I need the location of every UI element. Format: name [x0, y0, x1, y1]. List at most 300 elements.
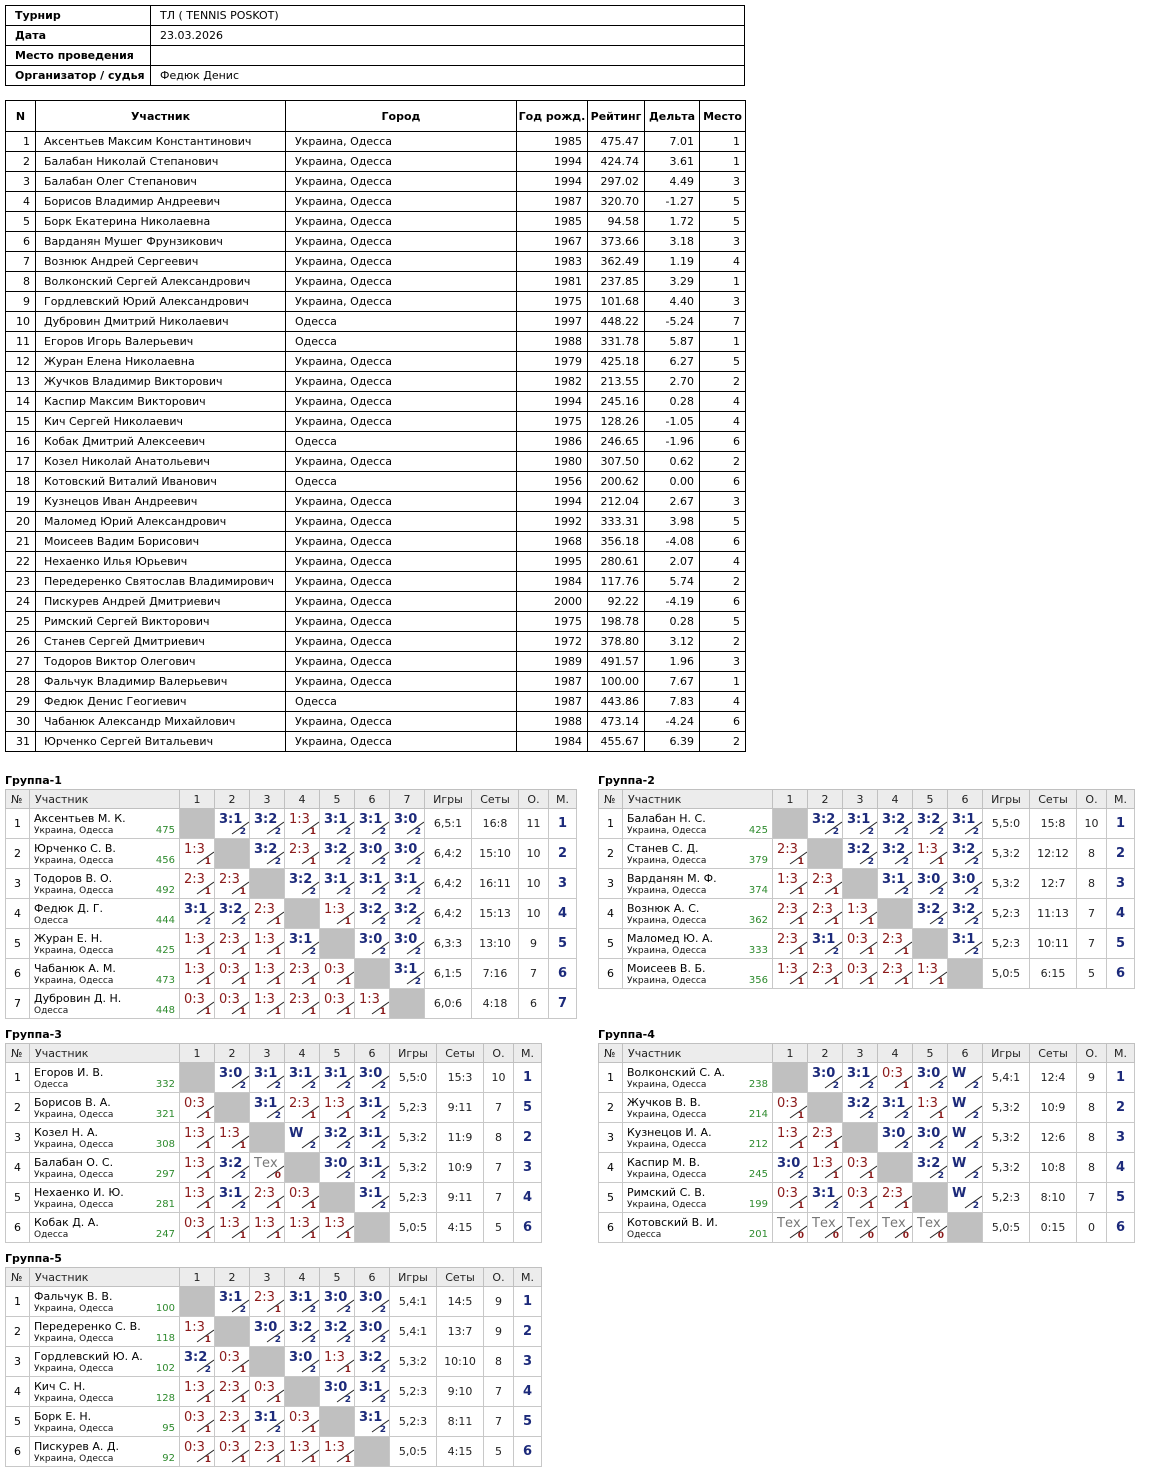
player-games: 5,4:1	[390, 1287, 437, 1317]
participant-city: Украина, Одесса	[286, 172, 517, 192]
participant-row	[6, 372, 746, 392]
player-sets: 11:13	[1030, 899, 1077, 929]
player-name: Дубровин Д. Н.	[34, 992, 122, 1005]
player-name: Борисов В. А.	[34, 1096, 111, 1109]
match-points: 1	[867, 917, 874, 927]
player-number: 6	[599, 1213, 623, 1243]
match-result-cell	[843, 1213, 878, 1243]
header-opponent-5: 5	[320, 1268, 355, 1287]
player-cell	[30, 1213, 180, 1243]
match-points: 1	[274, 1201, 281, 1211]
player-cell	[623, 1123, 773, 1153]
match-score: 3:1	[812, 1186, 836, 1201]
player-place: 6	[514, 1437, 542, 1467]
match-score: 1:3	[324, 1350, 345, 1365]
match-points: 1	[204, 1171, 211, 1181]
participant-rating: 198.78	[588, 612, 645, 632]
match-result-cell	[215, 959, 250, 989]
group-player-row	[6, 869, 577, 899]
match-points: 1	[309, 1231, 316, 1241]
match-result-cell	[355, 1347, 390, 1377]
match-result-cell	[913, 1063, 948, 1093]
header-opponent-3: 3	[843, 1044, 878, 1063]
participant-city: Украина, Одесса	[286, 372, 517, 392]
player-place: 7	[549, 989, 577, 1019]
player-number: 3	[599, 869, 623, 899]
player-cell	[30, 809, 180, 839]
header-opponent-3: 3	[250, 1268, 285, 1287]
player-name: Римский С. В.	[627, 1186, 706, 1199]
match-result-cell	[285, 989, 320, 1019]
header-opponent-3: 3	[843, 790, 878, 809]
header-no: №	[599, 790, 623, 809]
group-player-row	[6, 959, 577, 989]
participant-delta: -4.19	[645, 592, 700, 612]
match-points: 2	[274, 827, 281, 837]
match-points: 2	[379, 947, 386, 957]
participant-place: 5	[700, 612, 746, 632]
participant-place: 4	[700, 412, 746, 432]
participant-row	[6, 292, 746, 312]
match-points: 1	[204, 1007, 211, 1017]
group-table	[598, 789, 1135, 989]
match-points: 2	[379, 917, 386, 927]
player-games: 5,2:3	[983, 929, 1030, 959]
match-score: 3:1	[359, 1096, 383, 1111]
participant-city: Украина, Одесса	[286, 352, 517, 372]
player-name: Фальчук В. В.	[34, 1290, 113, 1303]
participant-row	[6, 172, 746, 192]
match-score: 3:1	[359, 1410, 383, 1425]
header-opponent-2: 2	[215, 1268, 250, 1287]
player-points: 7	[1077, 899, 1107, 929]
match-score: 3:1	[289, 1066, 313, 1081]
match-score: 1:3	[184, 1126, 205, 1141]
participant-city: Украина, Одесса	[286, 572, 517, 592]
participant-name: Маломед Юрий Александрович	[36, 512, 286, 532]
player-points: 10	[519, 839, 549, 869]
participant-delta: -1.96	[645, 432, 700, 452]
player-points: 10	[484, 1063, 514, 1093]
match-score: 3:1	[359, 1126, 383, 1141]
match-points: 1	[344, 977, 351, 987]
player-cell	[623, 899, 773, 929]
participant-rating: 245.16	[588, 392, 645, 412]
match-result-cell	[355, 1317, 390, 1347]
match-result-cell	[285, 959, 320, 989]
player-city: Украина, Одесса	[34, 1140, 114, 1150]
player-number: 4	[6, 1377, 30, 1407]
participant-rating: 128.26	[588, 412, 645, 432]
participant-delta: 4.40	[645, 292, 700, 312]
participant-number: 8	[6, 272, 36, 292]
participant-birth-year: 1967	[517, 232, 588, 252]
participant-row	[6, 192, 746, 212]
participant-rating: 378.80	[588, 632, 645, 652]
match-result-cell	[285, 839, 320, 869]
match-points: 2	[344, 827, 351, 837]
match-result-cell	[773, 959, 808, 989]
participant-row	[6, 452, 746, 472]
match-points: 0	[902, 1231, 909, 1241]
match-score: 2:3	[219, 872, 240, 887]
participant-place: 2	[700, 732, 746, 752]
match-points: 1	[797, 947, 804, 957]
match-score: 0:3	[847, 1156, 868, 1171]
header-opponent-2: 2	[808, 1044, 843, 1063]
header-sets: Сеты	[1030, 790, 1077, 809]
match-score: 3:0	[324, 1380, 348, 1395]
match-score: 1:3	[324, 1440, 345, 1455]
info-label: Место проведения	[6, 46, 151, 66]
match-score: 3:1	[324, 872, 348, 887]
player-city: Одесса	[34, 1006, 69, 1016]
participant-name: Римский Сергей Викторович	[36, 612, 286, 632]
group-player-row	[6, 899, 577, 929]
match-score: 3:1	[394, 872, 418, 887]
participant-birth-year: 1988	[517, 332, 588, 352]
match-result-cell	[878, 959, 913, 989]
player-number: 5	[599, 1183, 623, 1213]
player-place: 3	[1107, 869, 1135, 899]
match-points: 1	[797, 887, 804, 897]
player-rating: 473	[155, 975, 175, 986]
match-result-cell	[948, 899, 983, 929]
match-result-cell	[180, 1437, 215, 1467]
match-result-cell	[215, 989, 250, 1019]
match-score: 3:2	[254, 812, 278, 827]
player-sets: 12:4	[1030, 1063, 1077, 1093]
match-result-cell	[355, 1407, 390, 1437]
participant-name: Фальчук Владимир Валерьевич	[36, 672, 286, 692]
match-result-cell	[808, 1153, 843, 1183]
player-sets: 12:6	[1030, 1123, 1077, 1153]
match-points: 2	[972, 917, 979, 927]
header-opponent-2: 2	[215, 790, 250, 809]
match-result-cell	[320, 839, 355, 869]
header-points: О.	[484, 1268, 514, 1287]
match-score: 3:1	[254, 1096, 278, 1111]
player-points: 7	[484, 1377, 514, 1407]
group-player-row	[6, 1287, 542, 1317]
participant-rating: 424.74	[588, 152, 645, 172]
player-city: Украина, Одесса	[34, 856, 114, 866]
match-score: 3:2	[324, 842, 348, 857]
match-result-cell	[250, 1183, 285, 1213]
self-match-cell	[948, 959, 983, 989]
match-points: 1	[379, 1007, 386, 1017]
player-city: Украина, Одесса	[34, 946, 114, 956]
header-opponent-1: 1	[180, 1044, 215, 1063]
player-cell	[623, 1213, 773, 1243]
group-player-row	[6, 1213, 542, 1243]
participant-birth-year: 1968	[517, 532, 588, 552]
match-score: 2:3	[777, 932, 798, 947]
participant-row	[6, 392, 746, 412]
header-place: М.	[514, 1268, 542, 1287]
participant-number: 28	[6, 672, 36, 692]
match-points: 2	[867, 1111, 874, 1121]
match-score: 1:3	[219, 1126, 240, 1141]
match-score: 1:3	[184, 1156, 205, 1171]
info-value	[151, 46, 745, 66]
player-number: 2	[599, 1093, 623, 1123]
participant-birth-year: 2000	[517, 592, 588, 612]
participant-number: 14	[6, 392, 36, 412]
participant-birth-year: 1987	[517, 192, 588, 212]
player-place: 6	[549, 959, 577, 989]
player-name: Тодоров В. О.	[34, 872, 113, 885]
match-score: W	[952, 1066, 967, 1081]
group-player-row	[6, 1123, 542, 1153]
participant-rating: 333.31	[588, 512, 645, 532]
group-player-row	[599, 959, 1135, 989]
match-points: 2	[239, 1305, 246, 1315]
group-player-row	[6, 809, 577, 839]
match-points: 2	[344, 1171, 351, 1181]
match-points: 1	[239, 1231, 246, 1241]
match-points: 2	[379, 1305, 386, 1315]
self-match-cell	[773, 809, 808, 839]
match-result-cell	[180, 1377, 215, 1407]
match-result-cell	[913, 839, 948, 869]
player-place: 6	[514, 1213, 542, 1243]
participant-place: 4	[700, 392, 746, 412]
participant-place: 5	[700, 352, 746, 372]
participant-name: Кузнецов Иван Андреевич	[36, 492, 286, 512]
match-points: 2	[797, 1171, 804, 1181]
match-result-cell	[355, 809, 390, 839]
player-games: 5,3:2	[983, 1093, 1030, 1123]
match-points: 2	[972, 827, 979, 837]
participant-birth-year: 1956	[517, 472, 588, 492]
header-no: №	[6, 1268, 30, 1287]
participant-place: 4	[700, 552, 746, 572]
player-sets: 9:11	[437, 1093, 484, 1123]
match-result-cell	[215, 1407, 250, 1437]
match-result-cell	[180, 1123, 215, 1153]
player-name: Балабан Н. С.	[627, 812, 706, 825]
group-title: Группа-1	[5, 774, 62, 787]
participant-number: 1	[6, 132, 36, 152]
player-number: 6	[599, 959, 623, 989]
match-points: 1	[797, 857, 804, 867]
participant-birth-year: 1994	[517, 152, 588, 172]
self-match-cell	[285, 899, 320, 929]
match-result-cell	[250, 1093, 285, 1123]
group-table	[5, 789, 577, 1019]
match-result-cell	[250, 839, 285, 869]
match-points: 1	[309, 857, 316, 867]
group-1	[5, 772, 577, 1019]
header-opponent-2: 2	[808, 790, 843, 809]
group-player-row	[599, 1183, 1135, 1213]
participant-birth-year: 1988	[517, 712, 588, 732]
participant-row	[6, 512, 746, 532]
participant-number: 17	[6, 452, 36, 472]
match-points: 1	[797, 917, 804, 927]
participant-place: 3	[700, 172, 746, 192]
player-cell	[30, 1063, 180, 1093]
match-points: 2	[414, 977, 421, 987]
info-label: Турнир	[6, 6, 151, 26]
match-score: 3:0	[254, 1320, 278, 1335]
player-games: 6,4:2	[425, 869, 472, 899]
match-score: 0:3	[254, 1380, 275, 1395]
player-points: 5	[484, 1437, 514, 1467]
player-place: 3	[514, 1347, 542, 1377]
match-points: 1	[867, 977, 874, 987]
group-player-row	[599, 929, 1135, 959]
match-score: 0:3	[184, 1410, 205, 1425]
player-games: 5,0:5	[390, 1437, 437, 1467]
participant-rating: 320.70	[588, 192, 645, 212]
participant-birth-year: 1994	[517, 172, 588, 192]
participant-city: Украина, Одесса	[286, 232, 517, 252]
player-name: Юрченко С. В.	[34, 842, 116, 855]
match-points: 1	[274, 917, 281, 927]
player-cell	[30, 1153, 180, 1183]
match-points: 2	[204, 917, 211, 927]
player-rating: 118	[155, 1333, 175, 1344]
participant-name: Гордлевский Юрий Александрович	[36, 292, 286, 312]
match-result-cell	[808, 869, 843, 899]
header-rating: Рейтинг	[588, 101, 645, 132]
match-result-cell	[355, 1183, 390, 1213]
match-score: 3:1	[394, 962, 418, 977]
match-result-cell	[948, 929, 983, 959]
self-match-cell	[215, 1093, 250, 1123]
player-number: 2	[6, 1317, 30, 1347]
player-rating: 425	[155, 945, 175, 956]
participant-name: Дубровин Дмитрий Николаевич	[36, 312, 286, 332]
match-points: 1	[274, 977, 281, 987]
match-result-cell	[355, 1287, 390, 1317]
player-games: 5,2:3	[390, 1183, 437, 1213]
participant-row	[6, 252, 746, 272]
match-points: 1	[239, 977, 246, 987]
participant-birth-year: 1992	[517, 512, 588, 532]
player-place: 2	[514, 1317, 542, 1347]
match-result-cell	[250, 1287, 285, 1317]
match-points: 2	[972, 1171, 979, 1181]
match-points: 2	[379, 1425, 386, 1435]
player-city: Одесса	[627, 1230, 662, 1240]
match-points: 2	[344, 887, 351, 897]
participant-name: Моисеев Вадим Борисович	[36, 532, 286, 552]
match-points: 1	[344, 1007, 351, 1017]
player-points: 11	[519, 809, 549, 839]
match-score: 3:1	[359, 872, 383, 887]
player-points: 7	[484, 1407, 514, 1437]
match-score: 0:3	[184, 1440, 205, 1455]
match-score: 2:3	[882, 1186, 903, 1201]
participant-birth-year: 1972	[517, 632, 588, 652]
player-sets: 13:7	[437, 1317, 484, 1347]
participant-city: Одесса	[286, 312, 517, 332]
match-score: 3:0	[359, 1320, 383, 1335]
match-score: 3:0	[394, 842, 418, 857]
header-participant: Участник	[30, 1268, 180, 1287]
group-player-row	[599, 899, 1135, 929]
match-result-cell	[843, 1183, 878, 1213]
header-opponent-6: 6	[355, 1268, 390, 1287]
match-result-cell	[285, 1063, 320, 1093]
match-points: 0	[867, 1231, 874, 1241]
match-points: 2	[414, 827, 421, 837]
participant-city: Украина, Одесса	[286, 252, 517, 272]
player-sets: 4:15	[437, 1437, 484, 1467]
match-points: 2	[937, 1081, 944, 1091]
match-result-cell	[215, 1183, 250, 1213]
match-score: 1:3	[777, 962, 798, 977]
player-games: 5,5:0	[983, 809, 1030, 839]
player-cell	[30, 989, 180, 1019]
player-number: 3	[6, 1123, 30, 1153]
participant-place: 6	[700, 592, 746, 612]
match-points: 2	[379, 1335, 386, 1345]
match-score: 1:3	[777, 872, 798, 887]
match-score: 1:3	[917, 1096, 938, 1111]
player-city: Украина, Одесса	[627, 946, 707, 956]
match-points: 2	[832, 947, 839, 957]
header-games: Игры	[983, 1044, 1030, 1063]
player-sets: 16:11	[472, 869, 519, 899]
participant-delta: 6.39	[645, 732, 700, 752]
group-player-row	[599, 1063, 1135, 1093]
match-points: 1	[204, 1455, 211, 1465]
match-points: 1	[274, 1305, 281, 1315]
match-result-cell	[913, 959, 948, 989]
match-points: 1	[797, 1111, 804, 1121]
match-points: 2	[274, 1111, 281, 1121]
match-result-cell	[878, 1183, 913, 1213]
player-cell	[30, 1377, 180, 1407]
participant-number: 24	[6, 592, 36, 612]
self-match-cell	[355, 1437, 390, 1467]
match-result-cell	[180, 1093, 215, 1123]
match-result-cell	[215, 1063, 250, 1093]
match-result-cell	[320, 869, 355, 899]
match-score: 2:3	[812, 962, 833, 977]
player-sets: 11:9	[437, 1123, 484, 1153]
player-number: 5	[599, 929, 623, 959]
header-sets: Сеты	[472, 790, 519, 809]
match-points: 1	[344, 1455, 351, 1465]
player-points: 9	[484, 1317, 514, 1347]
player-sets: 15:10	[472, 839, 519, 869]
match-points: 1	[832, 887, 839, 897]
participant-rating: 362.49	[588, 252, 645, 272]
player-sets: 15:13	[472, 899, 519, 929]
player-name: Егоров И. В.	[34, 1066, 104, 1079]
match-score: Тех	[847, 1216, 871, 1231]
participant-row	[6, 732, 746, 752]
match-score: 3:1	[812, 932, 836, 947]
match-points: 1	[239, 887, 246, 897]
self-match-cell	[180, 809, 215, 839]
match-points: 1	[239, 1455, 246, 1465]
participant-row	[6, 212, 746, 232]
match-result-cell	[355, 1123, 390, 1153]
participant-place: 4	[700, 252, 746, 272]
player-place: 5	[514, 1093, 542, 1123]
participant-rating: 117.76	[588, 572, 645, 592]
player-place: 3	[514, 1153, 542, 1183]
player-city: Украина, Одесса	[34, 1304, 114, 1314]
match-result-cell	[180, 929, 215, 959]
self-match-cell	[215, 839, 250, 869]
